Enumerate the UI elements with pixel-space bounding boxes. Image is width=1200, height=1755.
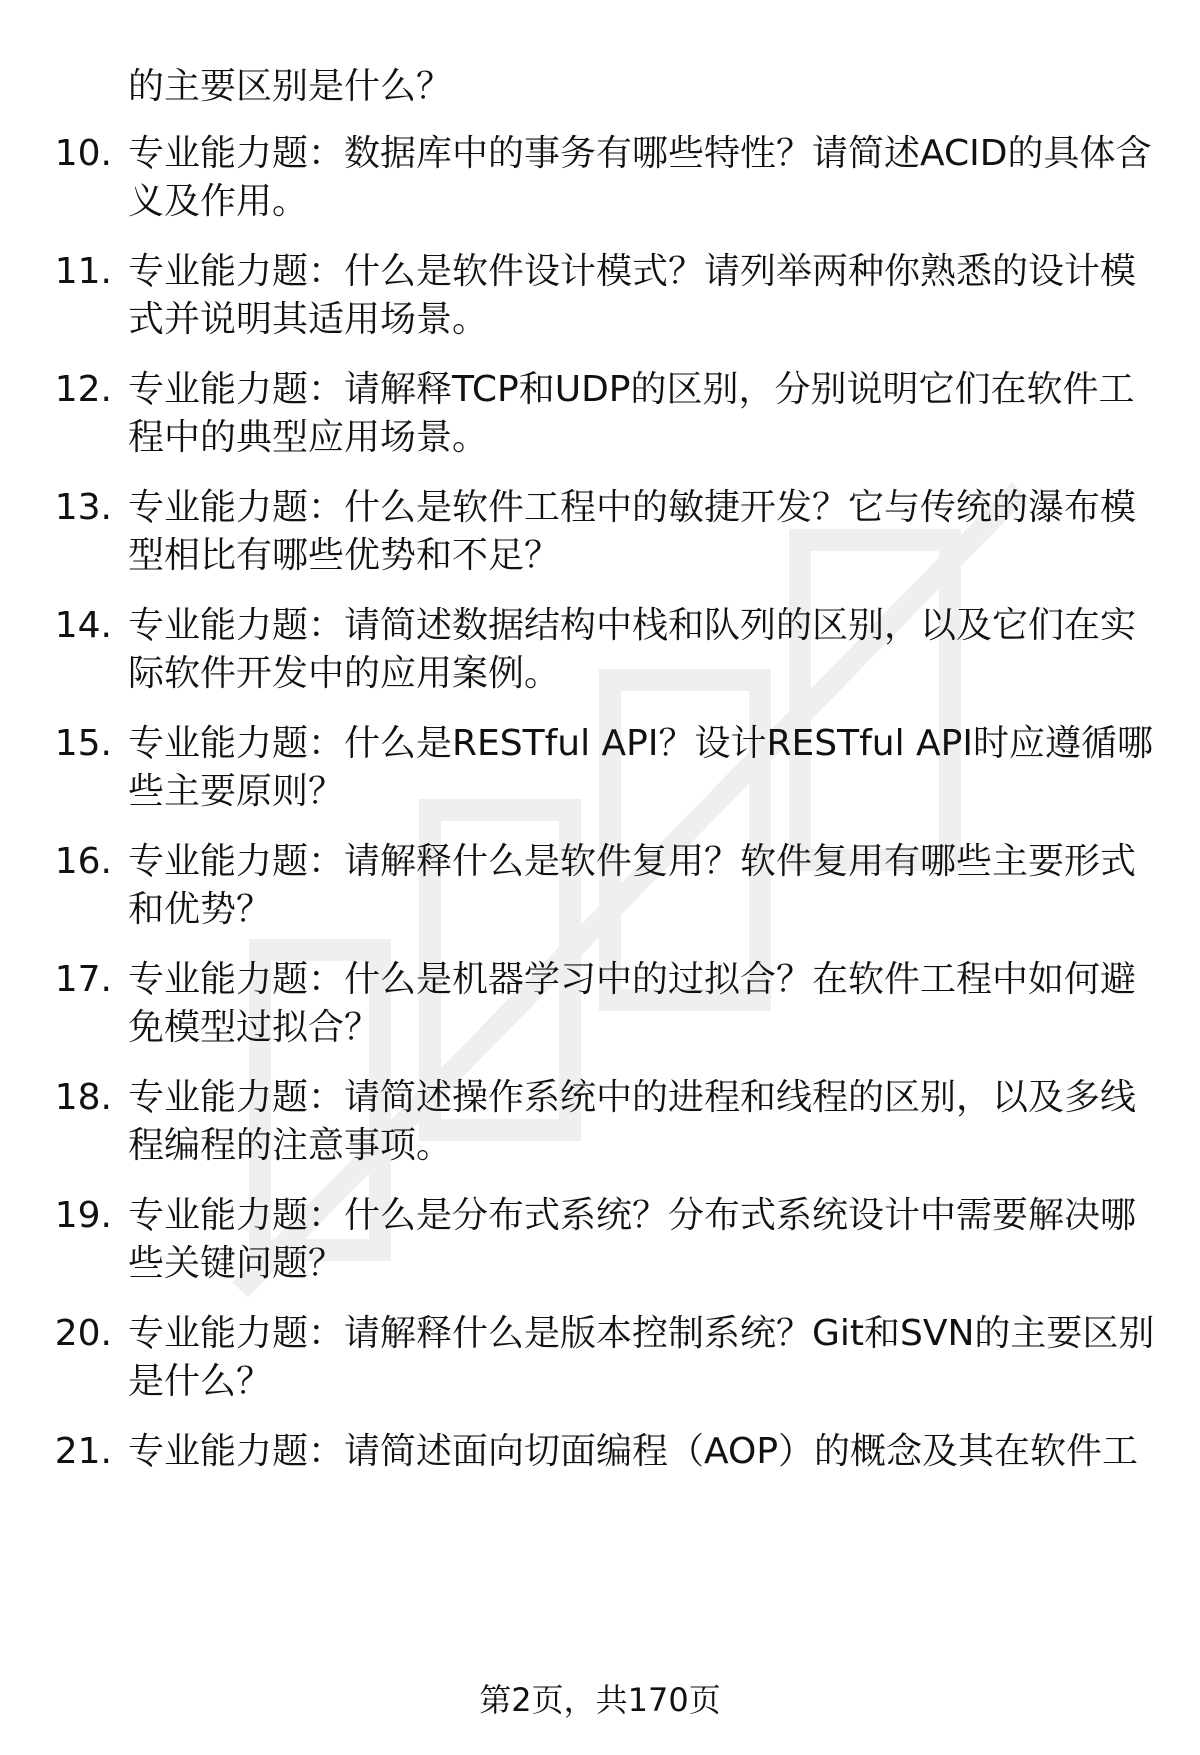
item-number: 20. [54,1313,112,1354]
item-line: 专业能力题：请简述操作系统中的进程和线程的区别，以及多线 [128,1077,1137,1118]
item-line: 些主要原则？ [128,771,345,812]
item-line: 专业能力题：什么是软件设计模式？请列举两种你熟悉的设计模 [128,251,1137,292]
item-number: 11. [54,251,112,292]
item-line: 专业能力题：请解释TCP和UDP的区别，分别说明它们在软件工 [128,369,1135,410]
item-number: 10. [54,133,112,174]
item-text [128,130,1168,226]
item-line: 和优势？ [128,889,273,930]
item-line: 程编程的注意事项。 [128,1125,453,1166]
item-text [128,720,1168,816]
item-text [128,484,1168,580]
item-line: 专业能力题：请解释什么是版本控制系统？Git和SVN的主要区别 [128,1313,1155,1354]
item-number: 19. [54,1195,112,1236]
item-line: 是什么？ [128,1361,273,1402]
item-number: 13. [54,487,112,528]
item-text [128,1074,1168,1170]
item-line: 免模型过拟合？ [128,1007,381,1048]
item-line: 专业能力题：请简述数据结构中栈和队列的区别，以及它们在实 [128,605,1137,646]
item-line: 专业能力题：什么是RESTful API？设计RESTful API时应遵循哪 [128,723,1153,764]
item-line: 式并说明其适用场景。 [128,299,489,340]
item-text [128,1428,1168,1476]
item-text [128,602,1168,698]
item-number: 17. [54,959,112,1000]
item-number: 14. [54,605,112,646]
item-text [128,248,1168,344]
item-line: 专业能力题：什么是分布式系统？分布式系统设计中需要解决哪 [128,1195,1137,1236]
item-text [128,1310,1168,1406]
item-text [128,1192,1168,1288]
item-line: 专业能力题：请解释什么是软件复用？软件复用有哪些主要形式 [128,841,1137,882]
item-line: 些关键问题？ [128,1243,345,1284]
item-number: 21. [54,1431,112,1472]
page-number-footer: 第2页，共170页 [479,1681,721,1719]
item-line: 专业能力题：什么是软件工程中的敏捷开发？它与传统的瀑布模 [128,487,1137,528]
item-number: 12. [54,369,112,410]
item-number: 15. [54,723,112,764]
item-number: 18. [54,1077,112,1118]
item-line: 型相比有哪些优势和不足？ [128,535,561,576]
item-line: 专业能力题：什么是机器学习中的过拟合？在软件工程中如何避 [128,959,1137,1000]
item-line: 程中的典型应用场景。 [128,417,489,458]
item-number: 16. [54,841,112,882]
item-text [128,366,1168,462]
item-line: 专业能力题：请简述面向切面编程（AOP）的概念及其在软件工 [128,1431,1139,1472]
item-line: 专业能力题：数据库中的事务有哪些特性？请简述ACID的具体含 [128,133,1152,174]
item-text [128,956,1168,1052]
continued-question-text: 的主要区别是什么？ [128,66,453,107]
item-line: 义及作用。 [128,181,309,222]
item-line: 际软件开发中的应用案例。 [128,653,561,694]
item-text [128,838,1168,934]
